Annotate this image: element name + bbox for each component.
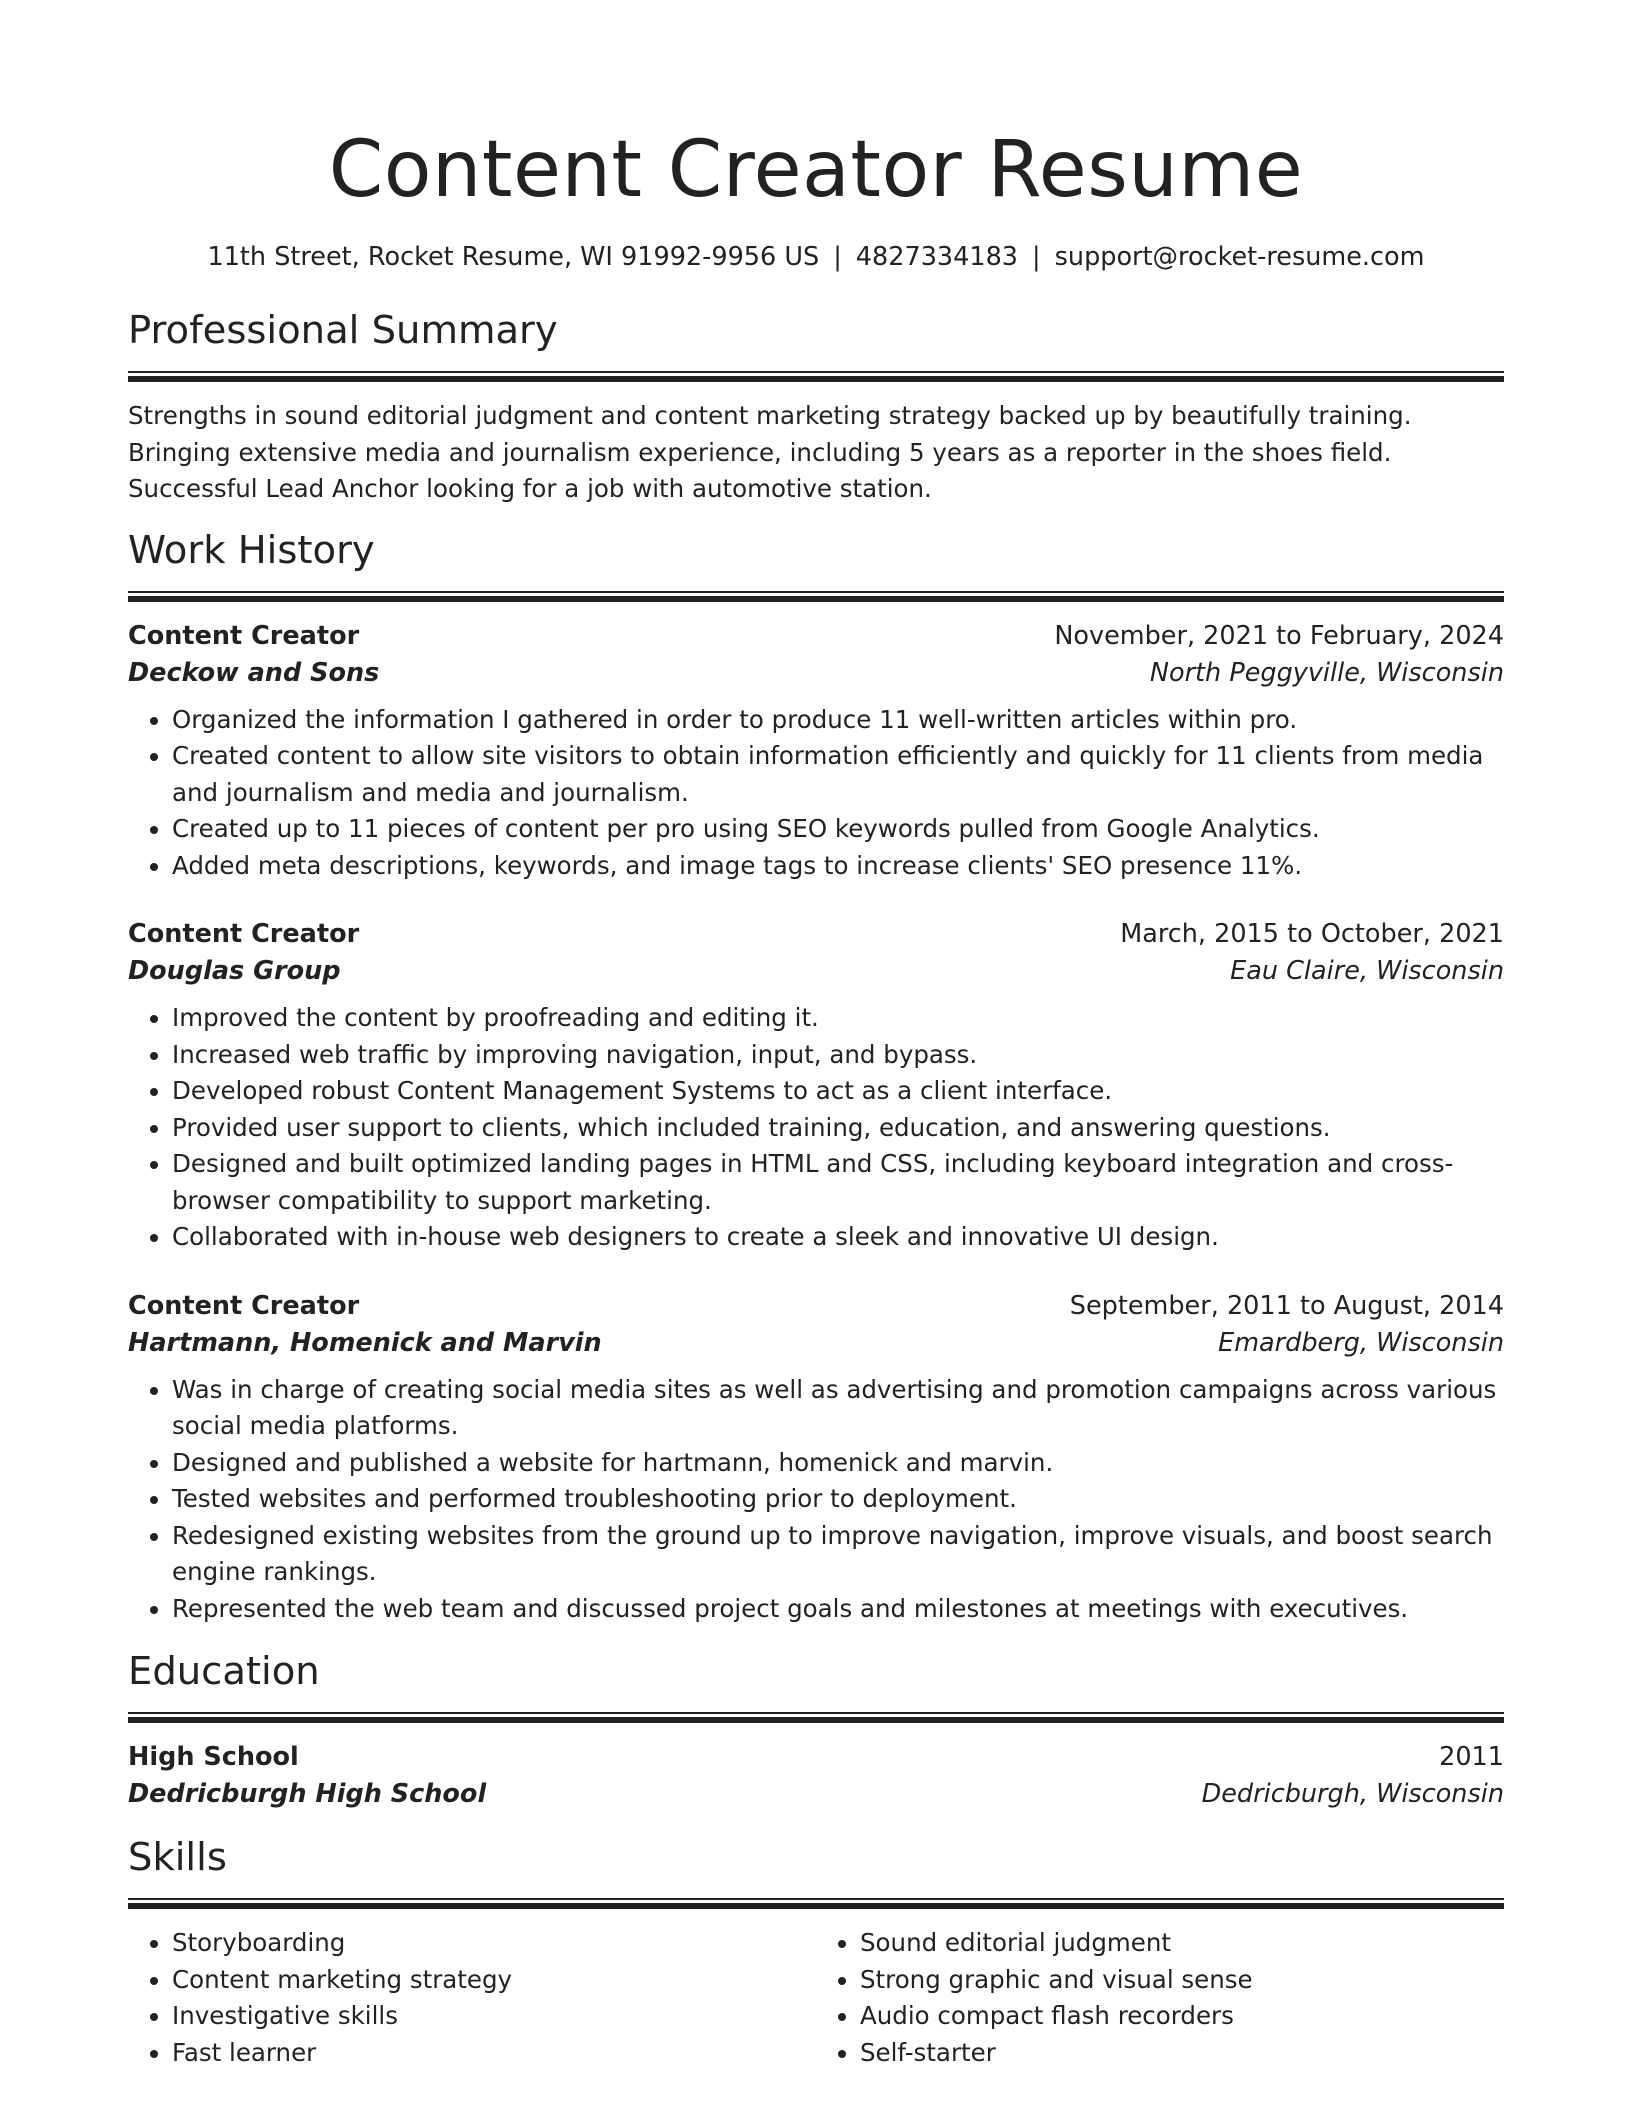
list-item: • Designed and built optimized landing pages in HTML and CSS, including keyboard integration and cross-browser compatibility to support marketing. — [172, 1146, 1504, 1219]
job-entry — [128, 618, 1504, 885]
section-divider — [128, 591, 1504, 602]
list-item: • Provided user support to clients, which included training, education, and answering questions. — [172, 1110, 1504, 1147]
section-divider — [128, 1712, 1504, 1723]
job-location: North Peggyville, Wisconsin — [1149, 657, 1504, 688]
section-divider — [128, 1898, 1504, 1909]
education-degree: High School — [128, 1742, 299, 1772]
contact-email: support@rocket-resume.com — [1054, 242, 1425, 272]
list-item: • Investigative skills — [172, 1998, 816, 2035]
education-section — [128, 1647, 1504, 1813]
list-item: • Tested websites and performed troubleshooting prior to deployment. — [172, 1481, 1504, 1518]
job-dates: September, 2011 to August, 2014 — [1069, 1290, 1504, 1321]
list-item: • Increased web traffic by improving navigation, input, and bypass. — [172, 1037, 1504, 1074]
job-company: Hartmann, Homenick and Marvin — [128, 1327, 602, 1358]
education-location: Dedricburgh, Wisconsin — [1201, 1779, 1504, 1809]
education-heading: Education — [128, 1649, 320, 1694]
skills-list-left — [128, 1925, 816, 2071]
education-year: 2011 — [1439, 1742, 1504, 1772]
education-school: Dedricburgh High School — [128, 1779, 487, 1809]
job-dates: November, 2021 to February, 2024 — [1054, 620, 1504, 651]
contact-separator: | — [1032, 242, 1041, 272]
section-divider — [128, 371, 1504, 382]
job-bullets — [128, 1372, 1504, 1628]
job-title: Content Creator — [128, 919, 360, 949]
list-item: • Fast learner — [172, 2035, 816, 2072]
summary-text: Strengths in sound editorial judgment and content marketing strategy backed up by beautifully training. Bringing extensive media and journalism experience, including 5 years as a reporter in the shoes field. Successful Lead Anchor looking for a job with automotive station. — [128, 401, 1412, 503]
work-history-heading: Work History — [128, 527, 375, 573]
summary-heading: Professional Summary — [128, 308, 558, 353]
list-item: • Collaborated with in-house web designers to create a sleek and innovative UI design. — [172, 1219, 1504, 1256]
work-history-section — [128, 526, 1504, 1628]
list-item: • Sound editorial judgment — [860, 1925, 1504, 1962]
list-item: • Strong graphic and visual sense — [860, 1962, 1504, 1999]
list-item: • Created content to allow site visitors to obtain information efficiently and quickly for 11 clients from media and journalism and media and journalism. — [172, 738, 1504, 811]
page-title: Content Creator Resume — [328, 125, 1304, 215]
job-company: Deckow and Sons — [128, 657, 380, 688]
job-location: Emardberg, Wisconsin — [1218, 1327, 1504, 1358]
list-item: • Redesigned existing websites from the ground up to improve navigation, improve visuals, and boost search engine rankings. — [172, 1518, 1504, 1591]
job-dates: March, 2015 to October, 2021 — [1120, 919, 1504, 949]
job-title: Content Creator — [128, 1290, 360, 1321]
job-company: Douglas Group — [128, 956, 341, 986]
contact-line — [128, 240, 1504, 274]
list-item: • Organized the information I gathered in order to produce 11 well-written articles within pro. — [172, 702, 1504, 739]
list-item: • Represented the web team and discussed project goals and milestones at meetings with executives. — [172, 1591, 1504, 1628]
job-bullets — [128, 1000, 1504, 1256]
skills-heading: Skills — [128, 1835, 227, 1880]
contact-address: 11th Street, Rocket Resume, WI 91992-9956 US — [207, 242, 820, 272]
summary-section — [128, 306, 1504, 508]
contact-phone: 4827334183 — [855, 242, 1019, 272]
job-title: Content Creator — [128, 620, 360, 651]
list-item: • Created up to 11 pieces of content per pro using SEO keywords pulled from Google Analytics. — [172, 811, 1504, 848]
list-item: • Added meta descriptions, keywords, and image tags to increase clients' SEO presence 11%. — [172, 848, 1504, 885]
contact-separator: | — [833, 242, 842, 272]
job-entry — [128, 1288, 1504, 1628]
skills-section — [128, 1833, 1504, 2071]
list-item: • Was in charge of creating social media sites as well as advertising and promotion campaigns across various social media platforms. — [172, 1372, 1504, 1445]
job-bullets — [128, 702, 1504, 885]
list-item: • Designed and published a website for hartmann, homenick and marvin. — [172, 1445, 1504, 1482]
list-item: • Self-starter — [860, 2035, 1504, 2072]
list-item: • Improved the content by proofreading and editing it. — [172, 1000, 1504, 1037]
list-item: • Storyboarding — [172, 1925, 816, 1962]
list-item: • Developed robust Content Management Systems to act as a client interface. — [172, 1073, 1504, 1110]
list-item: • Content marketing strategy — [172, 1962, 816, 1999]
job-location: Eau Claire, Wisconsin — [1230, 956, 1504, 986]
skills-list-right — [816, 1925, 1504, 2071]
job-entry — [128, 916, 1504, 1256]
list-item: • Audio compact flash recorders — [860, 1998, 1504, 2035]
